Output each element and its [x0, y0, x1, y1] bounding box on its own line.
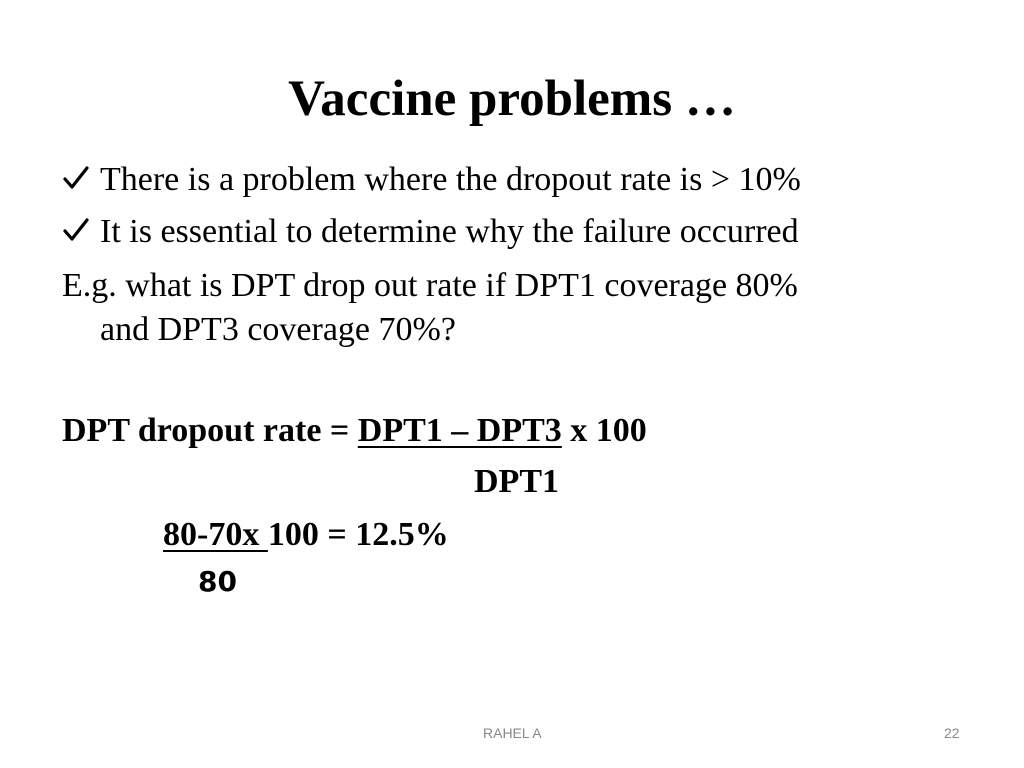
- calculation-numerator: 80-70x: [163, 516, 268, 553]
- formula-numerator: DPT1 – DPT3: [357, 412, 562, 449]
- formula-multiplier: x 100: [561, 412, 647, 449]
- bullet-item: [62, 160, 801, 200]
- example-line-2: and DPT3 coverage 70%?: [100, 311, 456, 348]
- bullet-item: [62, 212, 799, 252]
- formula-lhs: DPT dropout rate =: [62, 412, 358, 449]
- bullet-text: It is essential to determine why the failure occurred: [100, 213, 799, 250]
- calculation-denominator: 80: [198, 565, 237, 598]
- footer-author: RAHEL A: [483, 725, 542, 741]
- calculation-result: 100 = 12.5%: [267, 516, 449, 553]
- slide-number: 22: [944, 725, 960, 741]
- calculation-line: [163, 515, 449, 555]
- formula-denominator: DPT1: [474, 463, 559, 500]
- slide-title: Vaccine problems …: [288, 71, 736, 127]
- checkmark-icon: [62, 216, 90, 244]
- checkmark-icon: [62, 164, 90, 192]
- formula-numerator-line: [62, 411, 647, 451]
- bullet-text: There is a problem where the dropout rate is > 10%: [100, 161, 801, 198]
- example-line-1: E.g. what is DPT drop out rate if DPT1 coverage 80%: [62, 267, 798, 304]
